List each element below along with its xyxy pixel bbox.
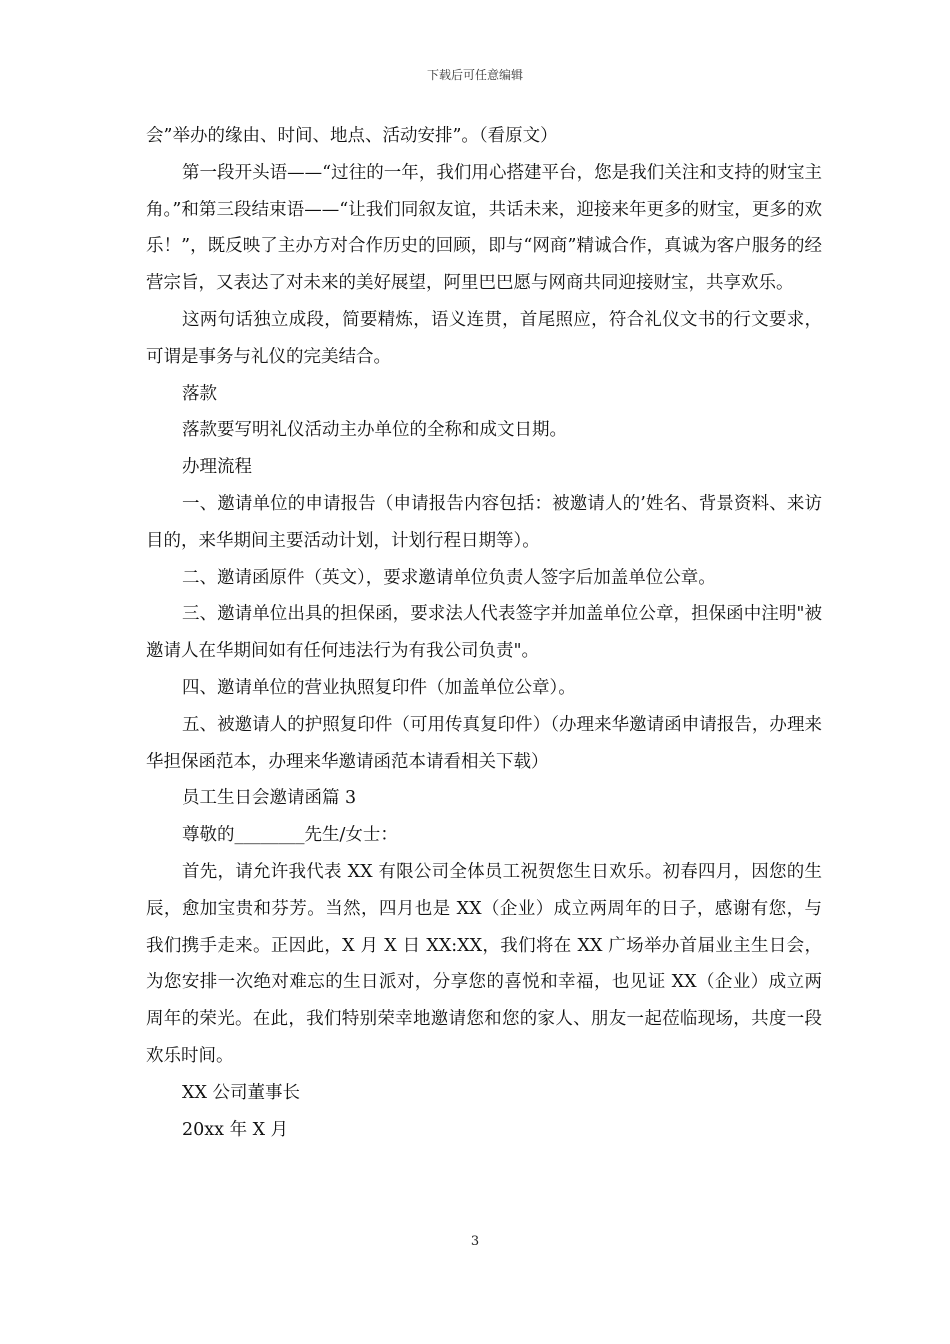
page-header: 下载后可任意编辑 [426, 68, 523, 82]
paragraph: 会”举办的缘由、时间、地点、活动安排”。（看原文） [146, 126, 558, 146]
list-item: 一、邀请单位的申请报告（申请报告内容包括：被邀请人的’姓名、背景资料、来访目的，来华期间主要活动计划，计划行程日期等）。 [146, 493, 822, 551]
paragraph: 落款要写明礼仪活动主办单位的全称和成文日期。 [182, 420, 567, 441]
list-item: 二、邀请函原件（英文），要求邀请单位负责人签字后加盖单位公章。 [182, 567, 716, 588]
signature: XX 公司董事长 [182, 1082, 300, 1103]
section-heading: 落款 [182, 383, 217, 404]
section-heading: 办理流程 [182, 457, 252, 478]
list-item: 三、邀请单位出具的担保函，要求法人代表签字并加盖单位公章，担保函中注明"被邀请人在华期间如有任何违法行为有我公司负责"。 [146, 604, 822, 662]
list-item: 四、邀请单位的营业执照复印件（加盖单位公章）。 [182, 677, 576, 698]
salutation: 尊敬的________先生/女士： [182, 825, 398, 846]
list-item: 五、被邀请人的护照复印件（可用传真复印件）（办理来华邀请函申请报告，办理来华担保函范本，办理来华邀请函范本请看相关下载） [146, 714, 822, 772]
page-number: 3 [470, 1234, 480, 1249]
section-title: 员工生日会邀请函篇 3 [182, 788, 357, 809]
paragraph: 这两句话独立成段，简要精炼，语义连贯，首尾照应，符合礼仪文书的行文要求，可谓是事务与礼仪的完美结合。 [146, 309, 822, 367]
date: 20xx 年 X 月 [182, 1119, 289, 1140]
document-body [146, 118, 822, 1148]
paragraph: 首先，请允许我代表 XX 有限公司全体员工祝贺您生日欢乐。初春四月，因您的生辰，愈加宝贵和芬芳。当然，四月也是 XX（企业）成立两周年的日子，感谢有您，与我们携手走来。正因此，X 月 X 日 XX:XX，我们将在 XX 广场举办首届业主生日会，为您安排一次绝对难忘的生日派对，分享您的喜悦和幸福，也见证 XX（企业）成立两周年的荣光。在此，我们特别荣幸地邀请您和您的家人、朋友一起莅临现场，共度一段欢乐时间。 [146, 861, 822, 1066]
paragraph: 第一段开头语——“过往的一年，我们用心搭建平台，您是我们关注和支持的财宝主角。”和第三段结束语——“让我们同叙友谊，共话未来，迎接来年更多的财宝，更多的欢乐！”，既反映了主办方对合作历史的回顾，即与“网商”精诚合作，真诚为客户服务的经营宗旨，又表达了对未来的美好展望，阿里巴巴愿与网商共同迎接财宝，共享欢乐。 [146, 162, 822, 294]
